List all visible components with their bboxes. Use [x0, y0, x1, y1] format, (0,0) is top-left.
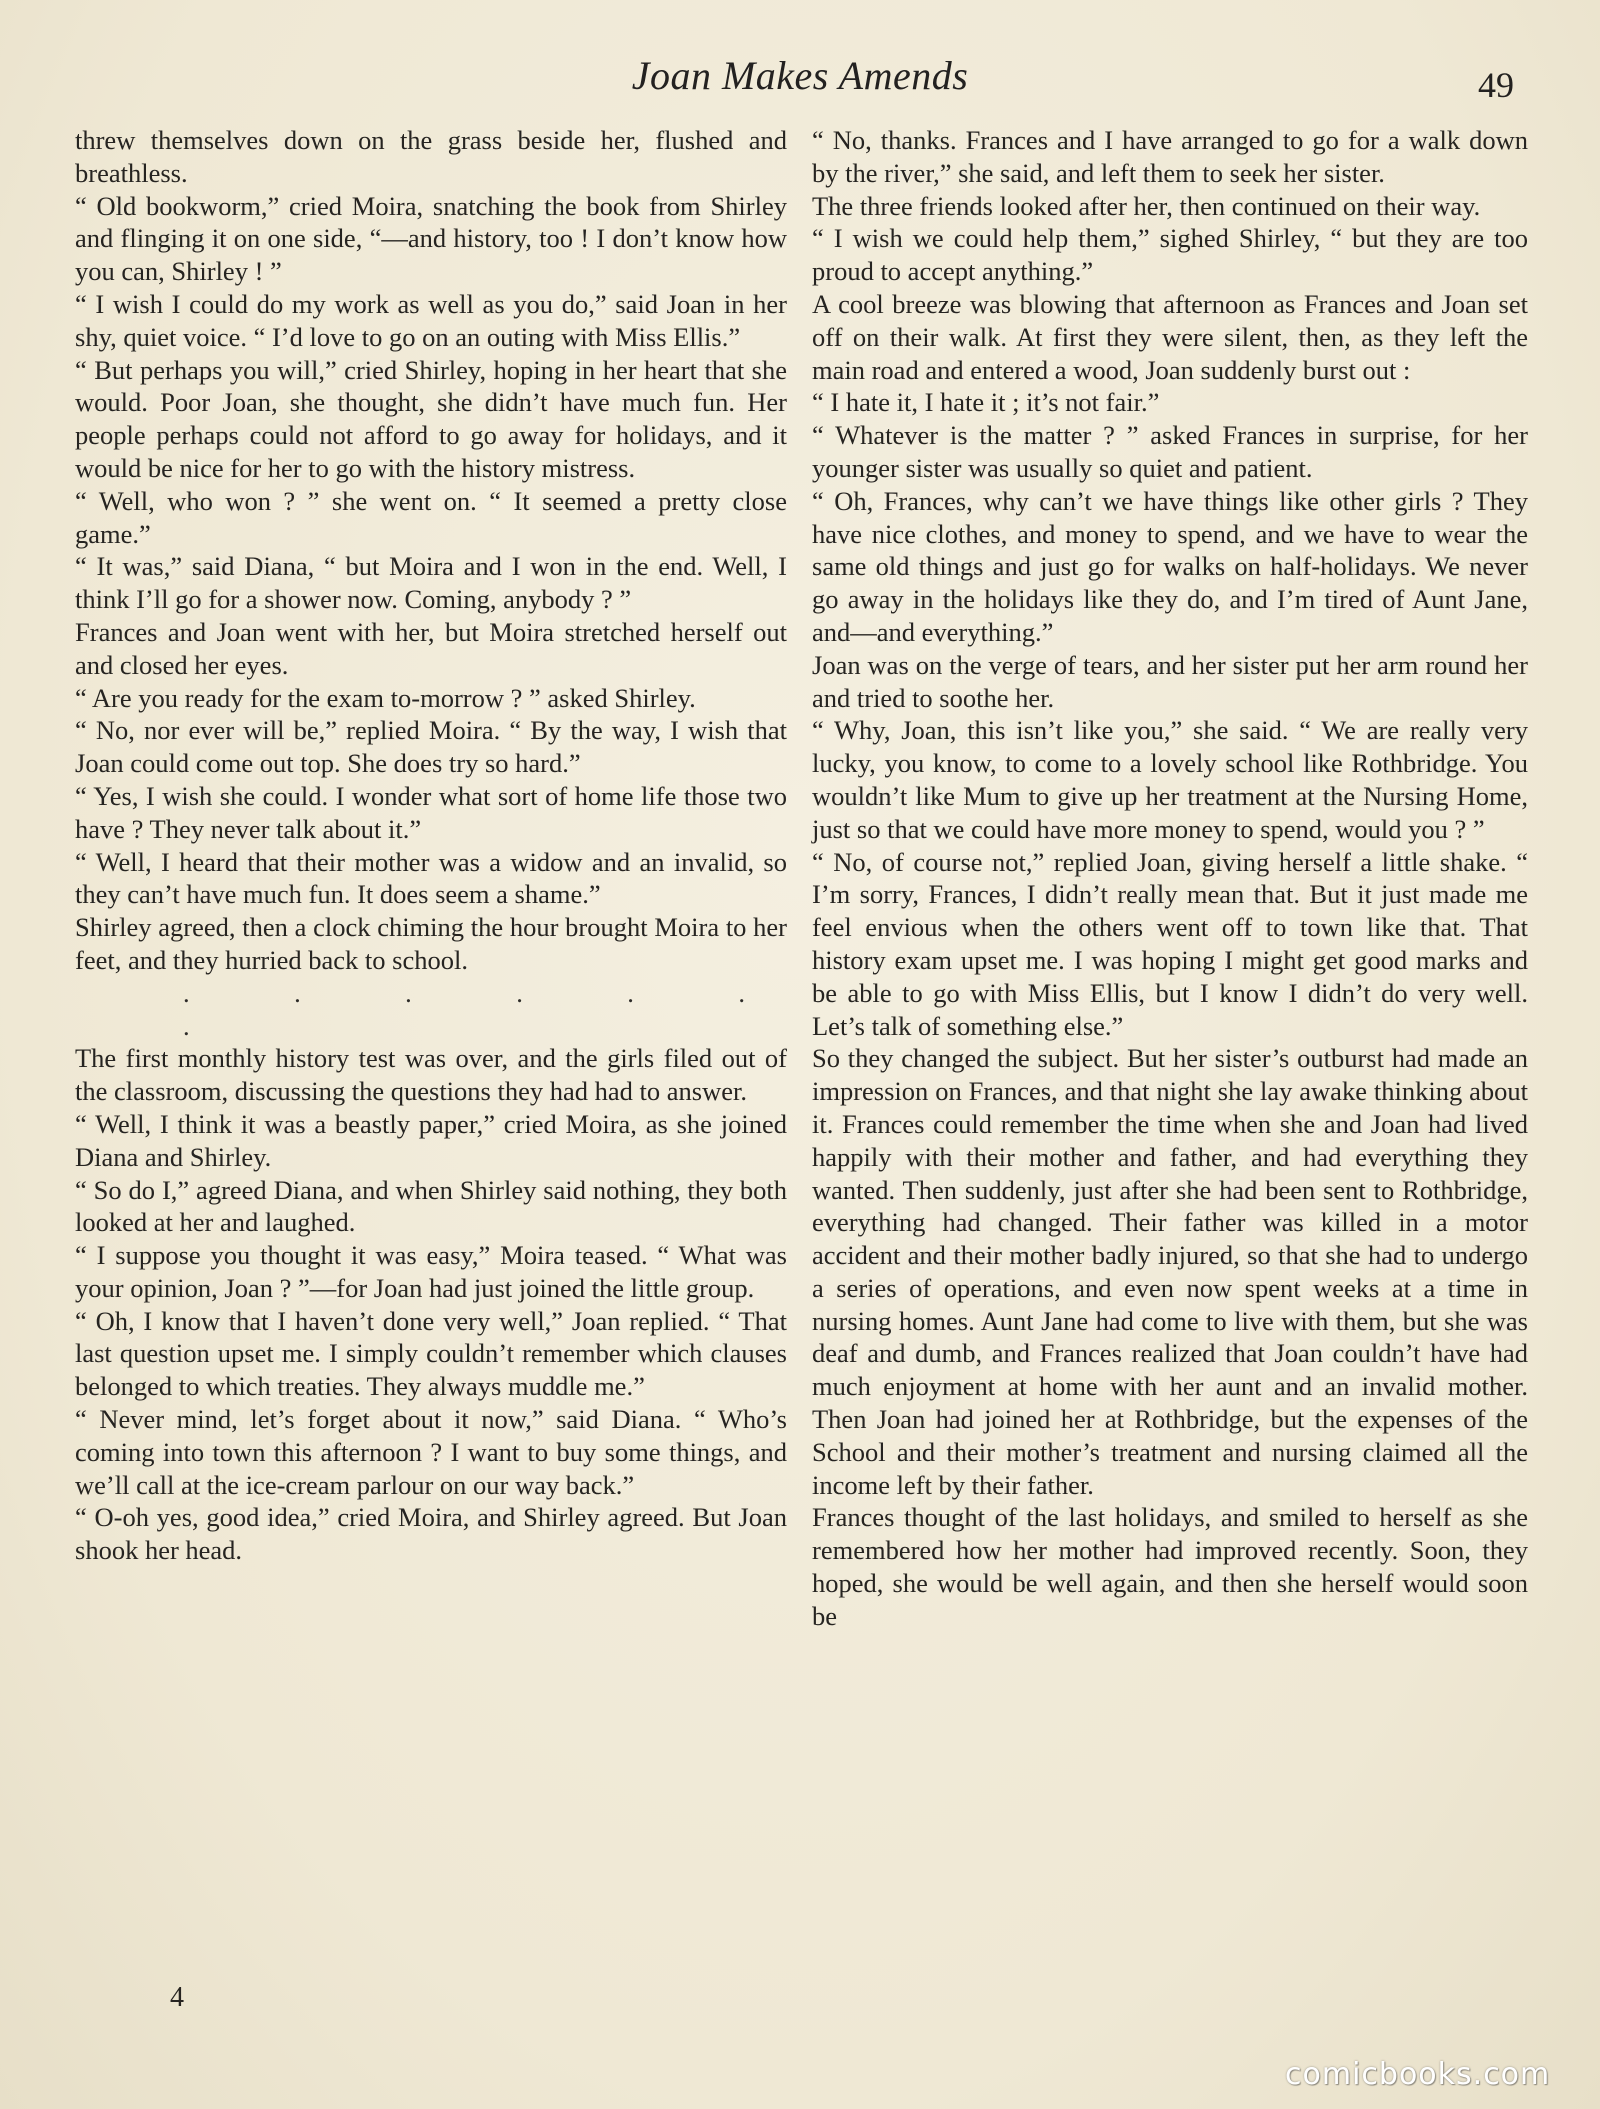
paragraph: “ Why, Joan, this isn’t like you,” she said. “ We are really very lucky, you know, to come to a lovely school like Rothbridge. You wouldn’t like Mum to give up her treatment at the Nursing Home, just so that we could have more money to spend, would you ? ”: [812, 715, 1528, 844]
paragraph: “ I wish I could do my work as well as you do,” said Joan in her shy, quiet voice. “ I’d love to go on an outing with Miss Ellis.”: [75, 288, 787, 352]
paragraph: The first monthly history test was over, and the girls filed out of the classroom, discussing the questions they had had to answer.: [75, 1043, 787, 1107]
paragraph: “ No, thanks. Frances and I have arranged to go for a walk down by the river,” she said, and left them to seek her sister.: [812, 125, 1528, 188]
watermark-logo: comicbooks.com: [1285, 2057, 1551, 2092]
paragraph: “ Well, I heard that their mother was a widow and an invalid, so they can’t have much fun. It does seem a shame.”: [75, 846, 787, 910]
paragraph: So they changed the subject. But her sister’s outburst had made an impression on Frances, and that night she lay awake thinking about it. Frances could remember the time when she and Joan had lived happily with their mother and father, and had everything they wanted. Then suddenly, just after she had been sent to Rothbridge, everything had changed. Their father was killed in a motor accident and their mother badly injured, so that she had to undergo a series of operations, and even now spent weeks at a time in nursing homes. Aunt Jane had come to live with them, but she was deaf and dumb, and Frances realized that Joan couldn’t have had much enjoyment at home with her aunt and an invalid mother. Then Joan had joined her at Rothbridge, but the expenses of the School and their mother’s treatment and nursing claimed all the income left by their father.: [812, 1043, 1528, 1500]
paragraph: “ No, of course not,” replied Joan, giving herself a little shake. “ I’m sorry, Frances, I didn’t really mean that. But it just made me feel envious when the others went off to town like that. That history exam upset me. I was hoping I might get good marks and be able to go with Miss Ellis, but I know I didn’t do very well. Let’s talk of something else.”: [812, 846, 1528, 1041]
paragraph: “ Old bookworm,” cried Moira, snatching the book from Shirley and flinging it on one side, “—and history, too ! I don’t know how you can, Shirley ! ”: [75, 190, 787, 287]
paragraph: “ Well, who won ? ” she went on. “ It seemed a pretty close game.”: [75, 485, 787, 549]
paragraph: “ Well, I think it was a beastly paper,” cried Moira, as she joined Diana and Shirley.: [75, 1108, 787, 1172]
paragraph: Frances thought of the last holidays, and smiled to herself as she remembered how her mother had improved recently. Soon, they hoped, she would be well again, and then she herself would soon be: [812, 1502, 1528, 1631]
paragraph: “ So do I,” agreed Diana, and when Shirley said nothing, they both looked at her and laughed.: [75, 1174, 787, 1238]
paragraph: “ Are you ready for the exam to-morrow ? ” asked Shirley.: [75, 682, 696, 713]
paragraph: threw themselves down on the grass beside her, flushed and breathless.: [75, 125, 787, 188]
running-title: Joan Makes Amends: [631, 53, 969, 98]
paragraph: Frances and Joan went with her, but Moira stretched herself out and closed her eyes.: [75, 616, 787, 680]
paragraph: “ I hate it, I hate it ; it’s not fair.”: [812, 387, 1160, 418]
signature-mark: 4: [170, 1982, 184, 2013]
section-break: . . . . . . .: [183, 977, 787, 1041]
paragraph: “ No, nor ever will be,” replied Moira. “ By the way, I wish that Joan could come out top. She does try so hard.”: [75, 715, 787, 779]
paragraph: “ Oh, I know that I haven’t done very well,” Joan replied. “ That last question upset me. I simply couldn’t remember which clauses belonged to which treaties. They always muddle me.”: [75, 1305, 787, 1402]
paragraph: “ Yes, I wish she could. I wonder what sort of home life those two have ? They never talk about it.”: [75, 780, 787, 844]
paragraph: “ I suppose you thought it was easy,” Moira teased. “ What was your opinion, Joan ? ”—for Joan had just joined the little group.: [75, 1240, 787, 1303]
paragraph: “ Whatever is the matter ? ” asked Frances in surprise, for her younger sister was usually so quiet and patient.: [812, 420, 1528, 483]
left-text-column: [75, 124, 787, 1567]
paragraph: A cool breeze was blowing that afternoon as Frances and Joan set off on their walk. At first they were silent, then, as they left the main road and entered a wood, Joan suddenly burst out :: [812, 288, 1528, 385]
right-text-column: [812, 124, 1528, 1633]
paragraph: “ It was,” said Diana, “ but Moira and I won in the end. Well, I think I’ll go for a shower now. Coming, anybody ? ”: [75, 551, 787, 615]
paragraph: The three friends looked after her, then continued on their way.: [812, 190, 1481, 221]
paragraph: “ Oh, Frances, why can’t we have things like other girls ? They have nice clothes, and money to spend, and we have to wear the same old things and just go for walks on half-holidays. We never go away in the holidays like they do, and I’m tired of Aunt Jane, and—and everything.”: [812, 485, 1528, 647]
paragraph: “ I wish we could help them,” sighed Shirley, “ but they are too proud to accept anything.”: [812, 223, 1528, 287]
paragraph: “ O-oh yes, good idea,” cried Moira, and Shirley agreed. But Joan shook her head.: [75, 1502, 787, 1566]
paragraph: “ Never mind, let’s forget about it now,” said Diana. “ Who’s coming into town this afternoon ? I want to buy some things, and we’ll call at the ice-cream parlour on our way back.”: [75, 1404, 787, 1500]
page-number: 49: [1478, 65, 1514, 105]
paragraph: Shirley agreed, then a clock chiming the hour brought Moira to her feet, and they hurried back to school.: [75, 912, 787, 975]
paragraph: “ But perhaps you will,” cried Shirley, hoping in her heart that she would. Poor Joan, she thought, she didn’t have much fun. Her people perhaps could not afford to go away for holidays, and it would be nice for her to go with the history mistress.: [75, 354, 787, 483]
paragraph: Joan was on the verge of tears, and her sister put her arm round her and tried to soothe her.: [812, 649, 1528, 713]
